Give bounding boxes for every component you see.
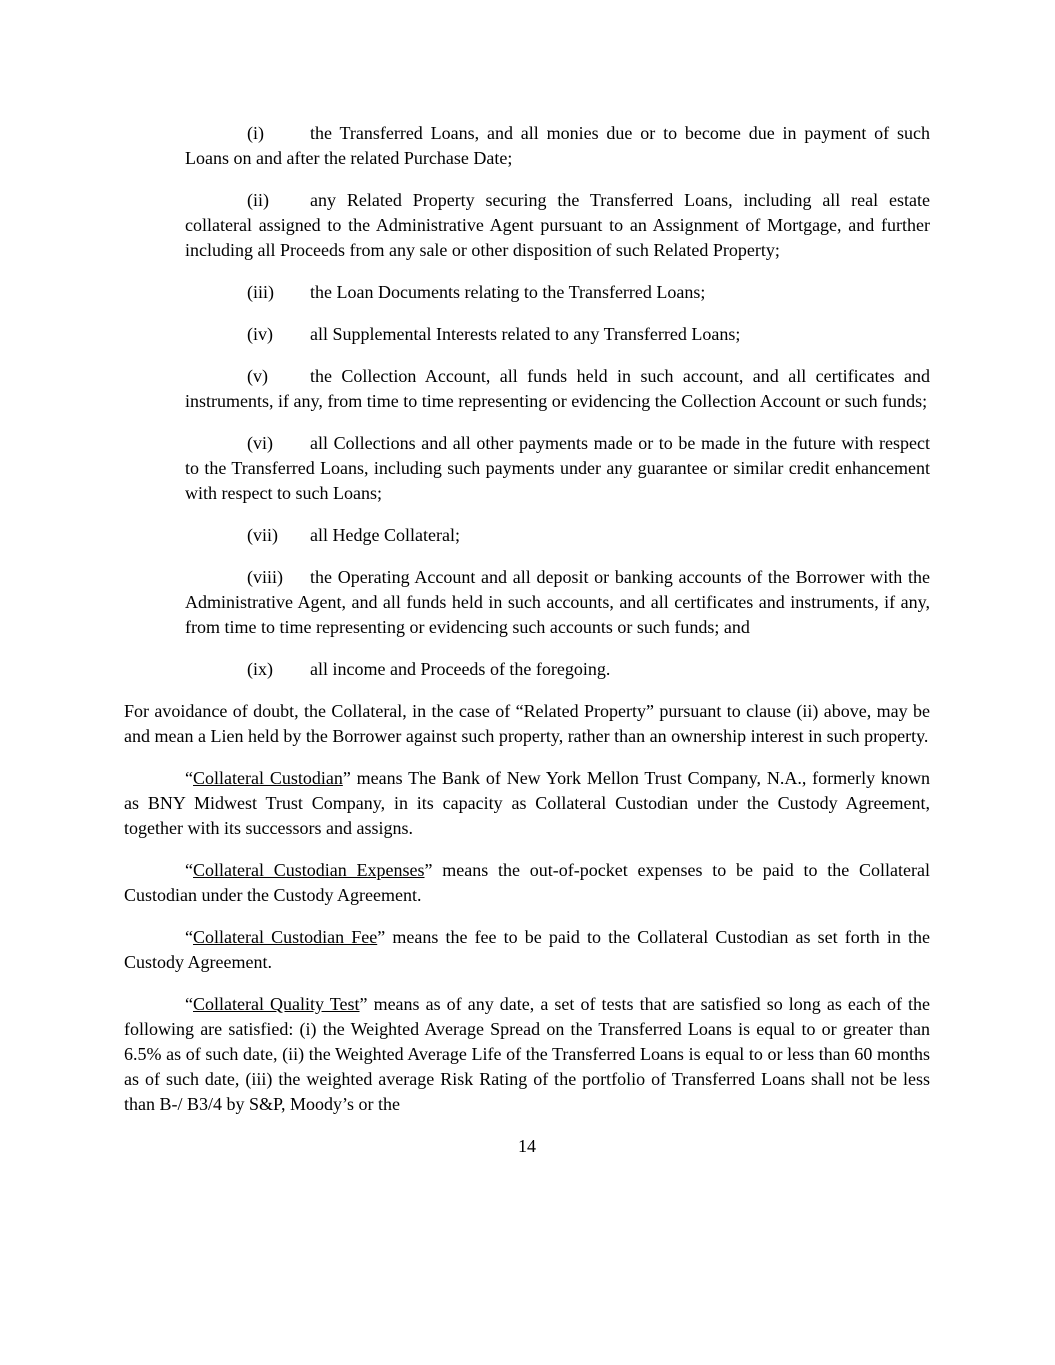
defined-term: Collateral Custodian <box>193 768 343 788</box>
clause-iv <box>185 322 930 347</box>
definition-text: ” means the fee to be paid to the Collateral Custodian as set forth in the Custody Agreement. <box>124 927 930 972</box>
definition-collateral-quality-test <box>124 992 930 1117</box>
clause-ii <box>185 188 930 263</box>
clause-number: (vi) <box>247 433 273 453</box>
definition-text: ” means The Bank of New York Mellon Trust Company, N.A., formerly known as BNY Midwest Trust Company, in its capacity as Collateral Custodian under the Custody Agreement, together with its successors and assigns. <box>124 768 930 838</box>
definition-collateral-custodian <box>124 766 930 841</box>
clause-iii <box>185 280 930 305</box>
clause-text: the Collection Account, all funds held in such account, and all certificates and instruments, if any, from time to time representing or evidencing the Collection Account or such funds; <box>185 366 930 411</box>
clause-vi <box>185 431 930 506</box>
clause-number: (i) <box>247 123 264 143</box>
definition-text: ” means the out-of-pocket expenses to be paid to the Collateral Custodian under the Custody Agreement. <box>124 860 930 905</box>
clause-text: all Collections and all other payments made or to be made in the future with respect to the Transferred Loans, including such payments under any guarantee or similar credit enhancement with respect to such Loans; <box>185 433 930 503</box>
clause-number: (iii) <box>247 282 274 302</box>
clause-ix <box>185 657 930 682</box>
clause-text: the Transferred Loans, and all monies due or to become due in payment of such Loans on and after the related Purchase Date; <box>185 123 930 168</box>
definition-text: ” means as of any date, a set of tests that are satisfied so long as each of the following are satisfied: (i) the Weighted Average Spread on the Transferred Loans is equal to or greater than 6.5% as of such date, (ii) the Weighted Average Life of the Transferred Loans is equal to or less than 60 months as of such date, (iii) the weighted average Risk Rating of the portfolio of Transferred Loans shall not be less than B-/ B3/4 by S&P, Moody’s or the <box>124 994 931 1114</box>
open-quote: “ <box>185 927 193 947</box>
defined-term: Collateral Quality Test <box>193 994 360 1014</box>
clause-number: (ii) <box>247 190 269 210</box>
clause-i <box>185 121 930 171</box>
defined-term: Collateral Custodian Fee <box>193 927 378 947</box>
clause-number: (v) <box>247 366 268 386</box>
definition-collateral-custodian-expenses <box>124 858 930 908</box>
clause-viii <box>185 565 930 640</box>
clause-text: all Supplemental Interests related to any Transferred Loans; <box>310 324 741 344</box>
clause-number: (iv) <box>247 324 273 344</box>
clause-text: any Related Property securing the Transferred Loans, including all real estate collateral assigned to the Administrative Agent pursuant to an Assignment of Mortgage, and further including all Proceeds from any sale or other disposition of such Related Property; <box>185 190 930 260</box>
clause-number: (vii) <box>247 525 278 545</box>
clause-text: the Loan Documents relating to the Transferred Loans; <box>310 282 706 302</box>
open-quote: “ <box>185 860 193 880</box>
clause-number: (viii) <box>247 567 283 587</box>
open-quote: “ <box>185 994 193 1014</box>
clause-text: all Hedge Collateral; <box>310 525 460 545</box>
definition-collateral-custodian-fee <box>124 925 930 975</box>
defined-term: Collateral Custodian Expenses <box>193 860 425 880</box>
clause-v <box>185 364 930 414</box>
clause-text: all income and Proceeds of the foregoing. <box>310 659 611 679</box>
paragraph-for-avoidance-of-doubt: For avoidance of doubt, the Collateral, in the case of “Related Property” pursuant to clause (ii) above, may be and mean a Lien held by the Borrower against such property, rather than an ownership interest in such property. <box>124 701 930 746</box>
open-quote: “ <box>185 768 193 788</box>
page-number: 14 <box>518 1136 536 1156</box>
clause-vii <box>185 523 930 548</box>
clause-number: (ix) <box>247 659 273 679</box>
clause-text: the Operating Account and all deposit or banking accounts of the Borrower with the Administrative Agent, and all funds held in such accounts, and all certificates and instruments, if any, from time to time representing or evidencing such accounts or such funds; and <box>185 567 930 637</box>
